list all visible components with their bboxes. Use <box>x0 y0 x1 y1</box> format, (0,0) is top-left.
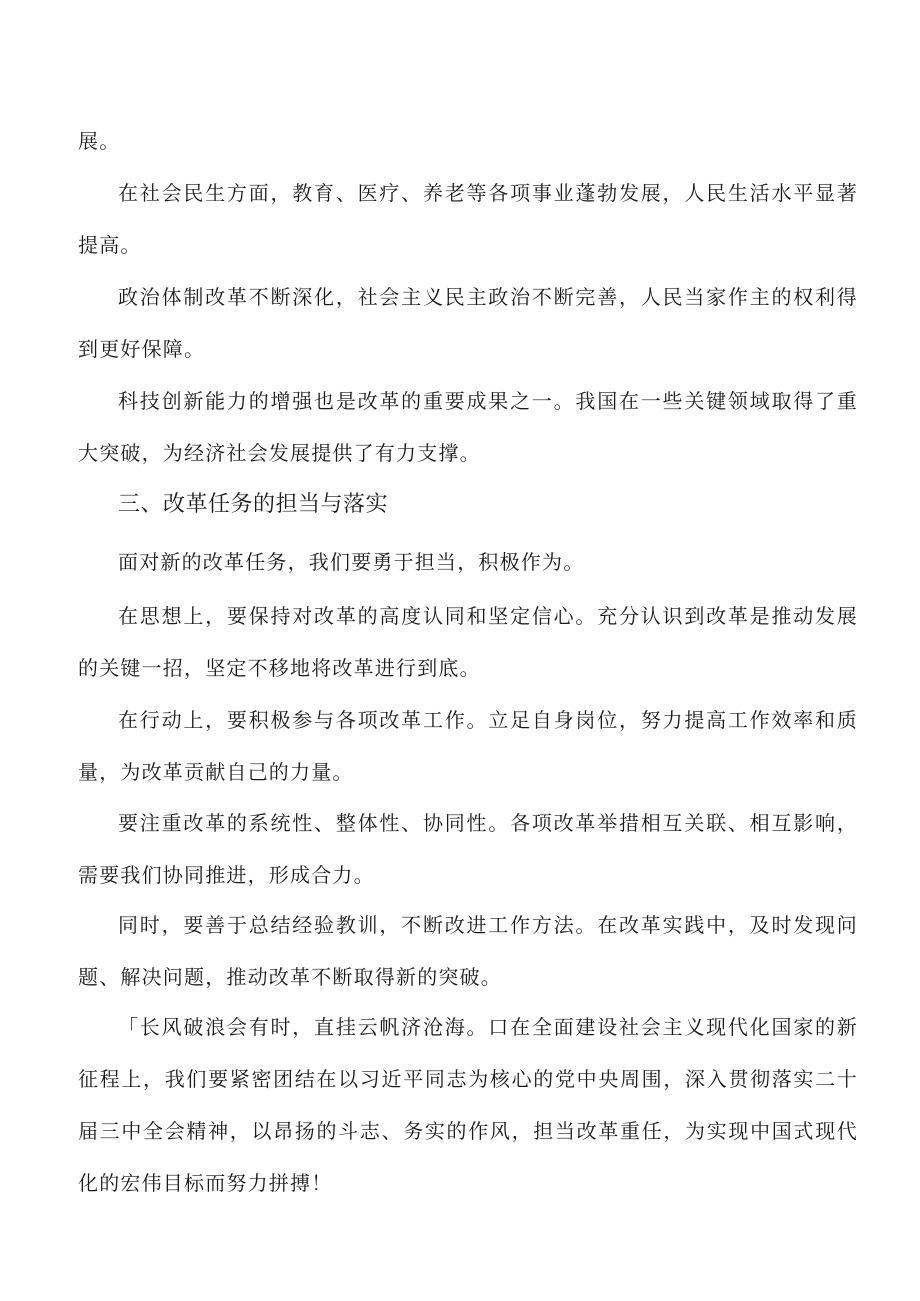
paragraph-political-reform: 政治体制改革不断深化，社会主义民主政治不断完善，人民当家作主的权利得到更好保障。 <box>78 285 858 361</box>
section-heading: 三、改革任务的担当与落实 <box>118 492 389 517</box>
paragraph-action: 在行动上，要积极参与各项改革工作。立足自身岗位，努力提高工作效率和质量，为改革贡献自己的力量。 <box>78 708 858 784</box>
paragraph-systematic: 要注重改革的系统性、整体性、协同性。各项改革举措相互关联、相互影响，需要我们协同推进，形成合力。 <box>78 811 858 887</box>
paragraph-ideology: 在思想上，要保持对改革的高度认同和坚定信心。充分认识到改革是推动发展的关键一招，坚定不移地将改革进行到底。 <box>78 604 858 680</box>
paragraph-social-livelihood: 在社会民生方面，教育、医疗、养老等各项事业蓬勃发展，人民生活水平显著提高。 <box>78 181 858 257</box>
paragraph-summarize: 同时，要善于总结经验教训，不断改进工作方法。在改革实践中，及时发现问题、解决问题，推动改革不断取得新的突破。 <box>78 913 858 989</box>
paragraph-continuation: 展。 <box>78 129 121 153</box>
paragraph-conclusion: 「长风破浪会有时，直挂云帆济沧海。口在全面建设社会主义现代化国家的新征程上，我们要紧密团结在以习近平同志为核心的党中央周围，深入贯彻落实二十届三中全会精神，以昂扬的斗志、务实的作风，担当改革重任，为实现中国式现代化的宏伟目标而努力拼搏！ <box>78 1015 858 1195</box>
paragraph-tech-innovation: 科技创新能力的增强也是改革的重要成果之一。我国在一些关键领域取得了重大突破，为经济社会发展提供了有力支撑。 <box>78 389 858 465</box>
paragraph-face-tasks: 面对新的改革任务，我们要勇于担当，积极作为。 <box>118 550 585 574</box>
